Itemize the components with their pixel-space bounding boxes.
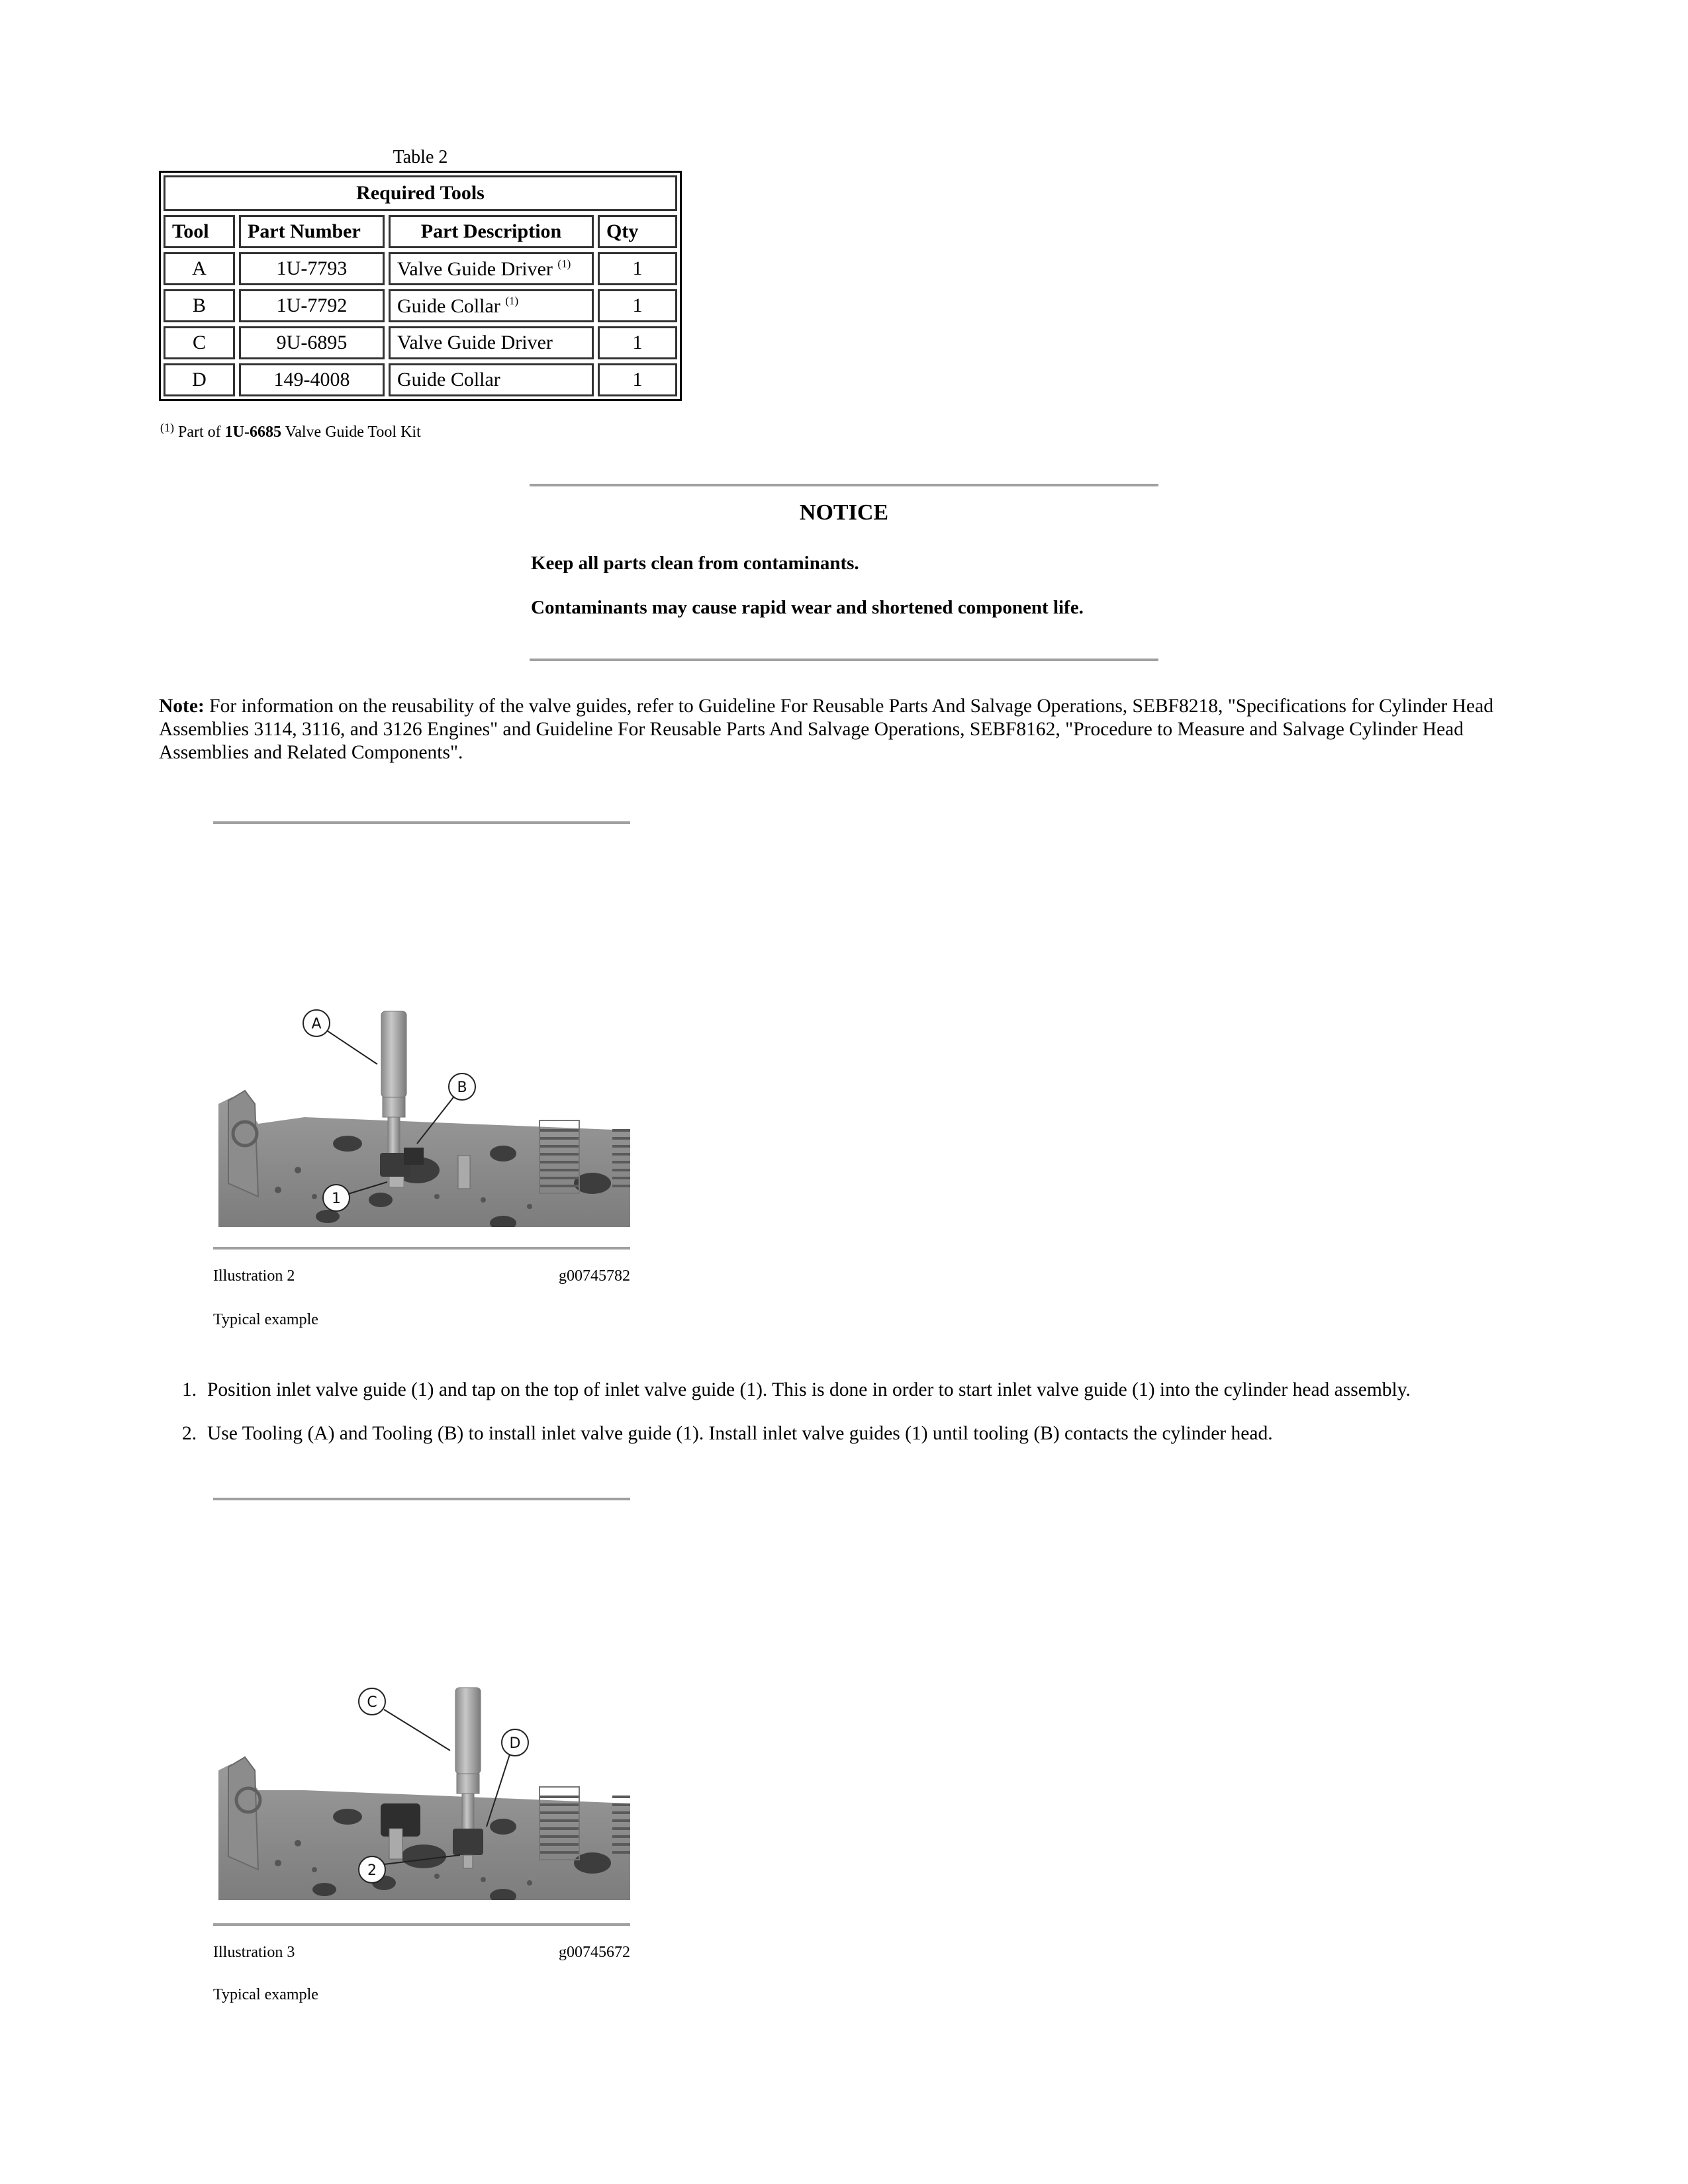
notice-title: NOTICE xyxy=(799,500,889,525)
illustration-caption: Typical example xyxy=(213,1986,318,2003)
table-row xyxy=(164,289,677,322)
notice-line: Contaminants may cause rapid wear and shortened component life. xyxy=(531,597,1084,618)
illustration-2-image xyxy=(218,905,630,1227)
footnote-prefix: Part of xyxy=(178,424,221,441)
footnote-kit-part: 1U-6685 xyxy=(224,424,281,441)
step-item xyxy=(182,1379,1411,1401)
cell-part-number: 9U-6895 xyxy=(239,326,385,359)
cell-description: Valve Guide Driver xyxy=(389,326,594,359)
cylinder-head-photo xyxy=(218,905,630,1227)
table-row xyxy=(164,363,677,396)
callout-b: B xyxy=(457,1079,467,1096)
header-tool: Tool xyxy=(164,215,235,248)
header-part-number: Part Number xyxy=(239,215,385,248)
table-title: Required Tools xyxy=(164,175,677,211)
illustration-divider-top xyxy=(213,1498,630,1500)
description-text: Valve Guide Driver xyxy=(397,257,553,280)
tools-table xyxy=(160,171,681,400)
callout-2: 2 xyxy=(367,1862,377,1879)
note-text: For information on the reusability of the valve guides, refer to Guideline For Reusable Parts And Salvage Operations, SEBF8218, "Specifications for Cylinder Head Assemblies 3114, 3116, and 3126 Engines" and Guideline For Reusable Parts And Salvage Operations, SEBF8162, "Procedure to Measure and Salvage Cylinder Head Assemblies and Related Components". xyxy=(159,696,1493,763)
footnote-suffix: Valve Guide Tool Kit xyxy=(285,424,421,441)
cell-tool: B xyxy=(164,289,235,322)
note-label: Note: xyxy=(159,696,205,717)
callout-1: 1 xyxy=(332,1191,341,1207)
step-text: Use Tooling (A) and Tooling (B) to install inlet valve guide (1). Install inlet valve guides (1) until tooling (B) contacts the cylinder head. xyxy=(207,1423,1273,1444)
footnote-marker: (1) xyxy=(557,257,571,270)
callout-d: D xyxy=(509,1735,521,1752)
required-tools-table xyxy=(159,171,682,401)
cell-tool: D xyxy=(164,363,235,396)
table-row xyxy=(164,326,677,359)
illustration-3-image xyxy=(218,1578,630,1900)
step-number: 2. xyxy=(182,1423,197,1444)
table-footnote xyxy=(160,421,421,441)
step-number: 1. xyxy=(182,1379,197,1400)
note-paragraph xyxy=(159,695,1516,764)
step-text: Position inlet valve guide (1) and tap on the top of inlet valve guide (1). This is done in order to start inlet valve guide (1) into the cylinder head assembly. xyxy=(207,1379,1411,1400)
illustration-divider-bottom xyxy=(213,1247,630,1250)
cell-qty: 1 xyxy=(598,252,677,285)
illustration-label: Illustration 3 xyxy=(213,1944,295,1961)
illustration-id: g00745672 xyxy=(559,1944,630,1961)
cell-qty: 1 xyxy=(598,363,677,396)
cell-qty: 1 xyxy=(598,326,677,359)
header-part-description: Part Description xyxy=(389,215,594,248)
cell-qty: 1 xyxy=(598,289,677,322)
cell-part-number: 1U-7792 xyxy=(239,289,385,322)
cell-description xyxy=(389,252,594,285)
footnote-marker: (1) xyxy=(160,421,174,434)
notice-divider-top xyxy=(530,484,1158,486)
cell-tool: A xyxy=(164,252,235,285)
illustration-divider-bottom xyxy=(213,1923,630,1926)
callout-a: A xyxy=(311,1016,322,1032)
cylinder-head-photo xyxy=(218,1578,630,1900)
callout-c: C xyxy=(367,1694,377,1711)
cell-description: Guide Collar xyxy=(389,363,594,396)
header-qty: Qty xyxy=(598,215,677,248)
description-text: Guide Collar xyxy=(397,295,500,317)
footnote-marker: (1) xyxy=(505,294,519,307)
cell-tool: C xyxy=(164,326,235,359)
illustration-caption: Typical example xyxy=(213,1311,318,1328)
step-item xyxy=(182,1423,1273,1445)
illustration-label: Illustration 2 xyxy=(213,1267,295,1285)
cell-part-number: 1U-7793 xyxy=(239,252,385,285)
illustration-id: g00745782 xyxy=(559,1267,630,1285)
table-row xyxy=(164,252,677,285)
cell-description xyxy=(389,289,594,322)
table-header-row xyxy=(164,215,677,248)
illustration-divider-top xyxy=(213,821,630,824)
notice-divider-bottom xyxy=(530,659,1158,661)
table-caption: Table 2 xyxy=(393,147,448,167)
cell-part-number: 149-4008 xyxy=(239,363,385,396)
notice-line: Keep all parts clean from contaminants. xyxy=(531,553,859,574)
